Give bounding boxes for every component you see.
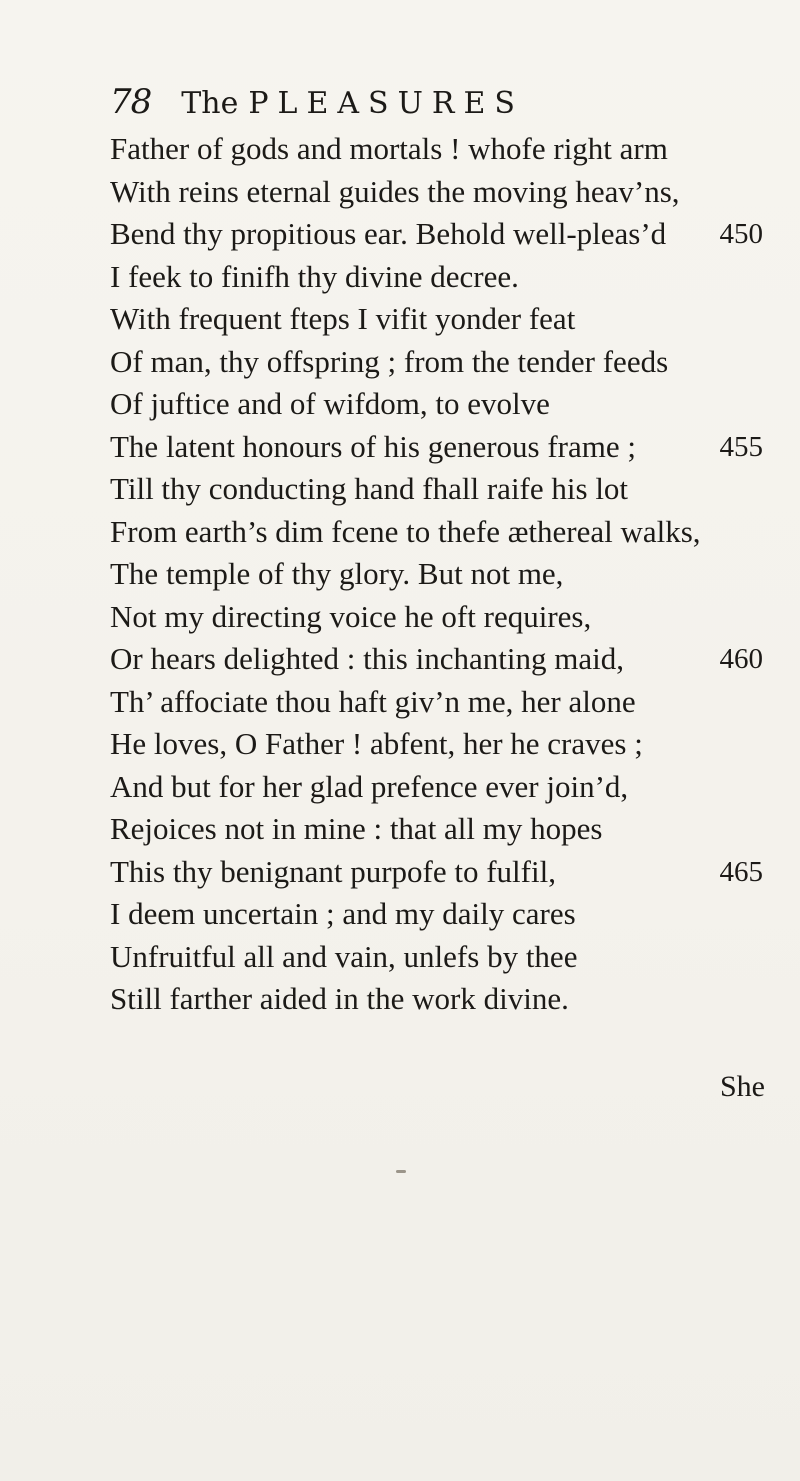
verse-line [0,426,800,469]
verse-line [0,213,800,256]
verse-line-text: Not my directing voice he oft requires, [110,598,592,634]
verse-line-text: Of juftice and of wifdom, to evolve [110,386,550,421]
paper-speck [396,1170,406,1173]
verse-line-text: And but for her glad prefence ever join’d, [110,768,629,804]
catchword: She [720,1070,765,1103]
verse-line-text: With reins eternal guides the moving heav’ns, [110,173,680,209]
verse-line [0,638,800,681]
running-head [110,82,524,122]
running-head-the: The [181,86,239,121]
line-number: 460 [719,643,763,675]
verse-line [0,978,800,1021]
verse-line-text: I feek to finifh thy divine decree. [110,258,519,294]
verse-line-text: Of man, thy offspring ; from the tender feeds [110,343,669,379]
verse-line [0,851,800,894]
verse-line-text: The temple of thy glory. But not me, [110,556,564,591]
verse-line [0,256,800,299]
verse-line [0,553,800,596]
running-head-title: PLEASURES [248,86,524,121]
verse-line-text: The latent honours of his generous frame ; [110,428,636,464]
verse-line-text: Bend thy propitious ear. Behold well-pleas’d [110,216,667,251]
page-number: 78 [110,82,152,122]
verse-line [0,596,800,639]
verse-line [0,341,800,384]
verse-line [0,511,800,554]
verse-line [0,936,800,979]
verse-line [0,723,800,766]
verse-line-text: Father of gods and mortals ! whofe right arm [110,131,668,166]
verse-line-text: Rejoices not in mine : that all my hopes [110,811,603,846]
verse-line [0,171,800,214]
verse-line [0,128,800,171]
verse-line [0,893,800,936]
verse-line-text: With frequent fteps I vifit yonder feat [110,301,576,336]
verse-line [0,298,800,341]
verse-line-text: I deem uncertain ; and my daily cares [110,896,576,931]
verse-line-text: He loves, O Father ! abfent, her he craves ; [110,726,643,761]
verse-line [0,766,800,809]
line-number: 455 [719,430,763,463]
verse-line-text: Th’ affociate thou haft giv’n me, her alone [110,683,636,719]
verse-line-text: Till thy conducting hand fhall raife his lot [110,471,629,506]
line-number: 450 [719,218,763,250]
verse-line-text: Unfruitful all and vain, unlefs by thee [110,938,578,974]
verse-line [0,681,800,724]
verse-line-text: Still farther aided in the work divine. [110,981,569,1016]
verse-line-text: From earth’s dim fcene to thefe æthereal walks, [110,513,701,549]
verse-line-text: This thy benignant purpofe to fulfil, [110,853,556,889]
line-number: 465 [719,855,763,888]
verse-line [0,468,800,511]
verse-line-text: Or hears delighted : this inchanting maid, [110,641,624,676]
verse-block [0,128,800,1021]
verse-line [0,808,800,851]
verse-line [0,383,800,426]
